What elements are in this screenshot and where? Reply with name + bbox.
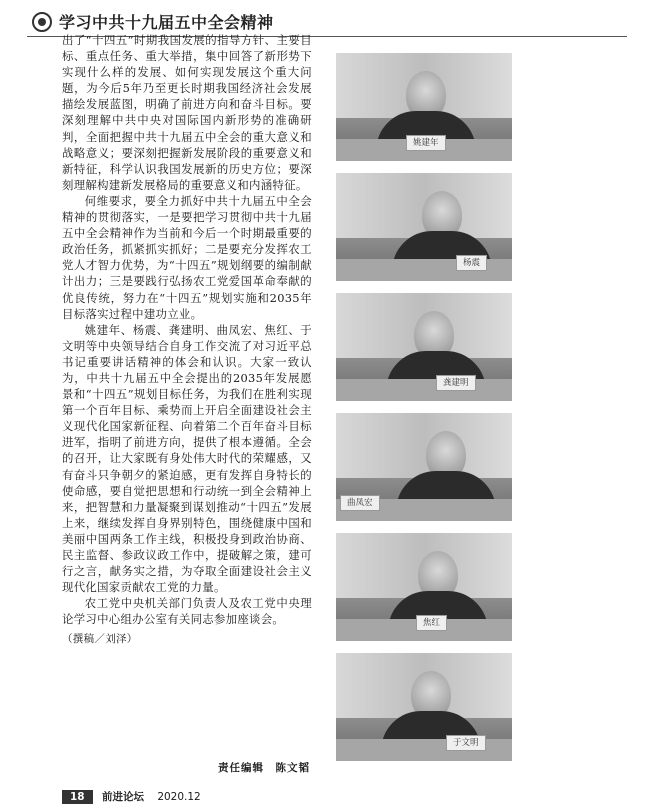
issue-number: 2020.12: [157, 791, 201, 803]
magazine-name: 前进论坛: [101, 791, 144, 803]
nameplate: 焦红: [416, 615, 447, 631]
photo-column: [336, 53, 512, 773]
speaker-photo: [336, 293, 512, 401]
page-number: 18: [62, 790, 93, 804]
nameplate: 杨震: [456, 255, 487, 271]
nameplate: 姚建年: [406, 135, 446, 151]
speaker-photo: [336, 173, 512, 281]
paragraph: 何维要求，要全力抓好中共十九届五中全会精神的贯彻落实，一是要把学习贯彻中共十九届五中全会精神作为当前和今后一个时期最重要的政治任务，抓紧抓实抓好；二是要充分发挥农工党人才智力优势，为“十四五”规划纲要的编制献计出力；三是要践行弘扬农工党爱国革命奉献的优良传统，努力在“十四五”规划实施和2035年目标落实过程中建功立业。: [62, 193, 312, 321]
nameplate: 于文明: [446, 735, 486, 751]
paragraph: 姚建年、杨震、龚建明、曲凤宏、焦红、于文明等中央领导结合自身工作交流了对习近平总书记重要讲话精神的体会和认识。大家一致认为，中共十九届五中全会提出的2035年发展愿景和“十四五”规划目标任务，为我们在胜利实现第一个百年目标、乘势而上开启全面建设社会主义现代化国家新征程、向着第二个百年奋斗目标进军，指明了前进方向，提供了根本遵循。全会的召开，让大家既有身处伟大时代的荣耀感，又有奋斗只争朝夕的紧迫感，更有发挥自身特长的使命感，要自觉把思想和行动统一到全会精神上来，把智慧和力量凝聚到谋划推动“十四五”发展上来，继续发挥自身界别特色，围绕健康中国和美丽中国两条工作主线，积极投身到政治协商、民主监督、参政议政工作中，提破解之策，建可行之言，献务实之措，为夺取全面建设社会主义现代化国家贡献农工党的力量。: [62, 322, 312, 595]
author-credit: （撰稿／刘泽）: [62, 633, 138, 646]
responsible-editor: 责任编辑 陈文韬: [218, 762, 310, 774]
paragraph: 出了“十四五”时期我国发展的指导方针、主要目标、重点任务、重大举措，集中回答了新形势下实现什么样的发展、如何实现发展这个重大问题，为今后5年乃至更长时期我国经济社会发展描绘发展蓝图，明确了前进方向和奋斗目标。要深刻理解中共中央对国际国内新形势的准确研判，全面把握中共十九届五中全会的重大意义和战略意义；要深刻把握新发展阶段的重要意义和新特征，科学认识我国发展新的历史方位；要深刻理解构建新发展格局的重要意义和内涵特征。: [62, 33, 312, 192]
nameplate: 曲凤宏: [340, 495, 380, 511]
section-title: 学习中共十九届五中全会精神: [59, 13, 274, 32]
speaker-photo: [336, 413, 512, 521]
paragraph: 农工党中央机关部门负责人及农工党中央理论学习中心组办公室有关同志参加座谈会。: [62, 596, 312, 627]
speaker-photo: [336, 533, 512, 641]
article-body: [62, 32, 312, 648]
nameplate: 龚建明: [436, 375, 476, 391]
page-footer: [62, 789, 201, 807]
speaker-photo: [336, 53, 512, 161]
speaker-photo: [336, 653, 512, 761]
magazine-logo-icon: [32, 12, 52, 32]
